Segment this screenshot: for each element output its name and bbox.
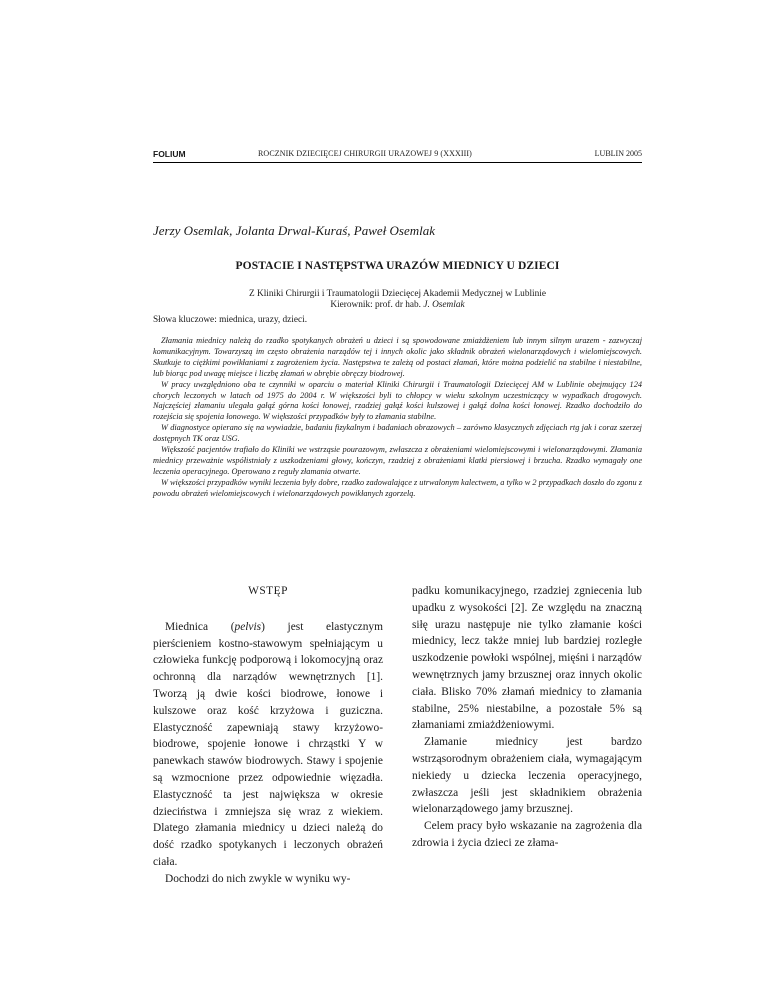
abstract-paragraph: Złamania miednicy należą do rzadko spotykanych obrażeń u dzieci i są spowodowane zmiażdżeniem lub innym silnym urazem - zazwyczaj komunikacyjnym. Towarzyszą im często obrażenia narządów tej i innych okolic jako składnik obrażeń wielonarządowych i wielomiejscowych. Skutkuje to ciężkimi powikłaniami z zagrożeniem życia. Następstwa te zależą od postaci złamań, które można podzielić na stabilne i niestabilne, lub biorąc pod uwagę miejsce i liczbę złamań w obrębie obręczy biodrowej. <box>153 336 642 378</box>
abstract-paragraph: Większość pacjentów trafiało do Kliniki we wstrząsie pourazowym, zwłaszcza z obrażeniami wielomiejscowymi i wielonarządowymi. Złamania miednicy przeważnie współistniały z uszkodzeniami głowy, kończyn, rzadziej z obrażeniami klatki piersiowej i brzucha. Rzadko wymagały one leczenia operacyjnego. Operowano z reguły złamania otwarte. <box>153 445 642 476</box>
right-column <box>412 583 642 852</box>
article-title: POSTACIE I NASTĘPSTWA URAZÓW MIEDNICY U DZIECI <box>235 260 560 272</box>
affiliation-line-2 <box>153 300 642 311</box>
body-paragraph: Celem pracy było wskazanie na zagrożenia dla zdrowia i życia dzieci ze złama- <box>412 820 642 849</box>
left-column <box>153 583 383 888</box>
p1-before: Miednica ( <box>165 620 235 633</box>
abstract-paragraph: W większości przypadków wyniki leczenia były dobre, rzadko zadowalające z utrwalonym kalectwem, a tylko w 2 przypadkach doszło do zgonu z powodu obrażeń wielomiejscowych i wielonarządowych powikłanych zgorzelą. <box>153 477 642 498</box>
body-paragraph: Dochodzi do nich zwykle w wyniku wy- <box>165 872 351 885</box>
section-heading: WSTĘP <box>248 585 288 597</box>
abstract <box>153 336 642 500</box>
folium-label: FOLIUM <box>153 149 186 159</box>
p1-italic: pelvis <box>234 620 262 633</box>
affiliation-head-prefix: Kierownik: prof. dr hab. <box>330 300 424 310</box>
affiliation-head-name: J. Osemlak <box>423 300 465 310</box>
keywords: Słowa kluczowe: miednica, urazy, dzieci. <box>153 315 308 325</box>
authors: Jerzy Osemlak, Jolanta Drwal-Kuraś, Paweł Osemlak <box>153 223 435 238</box>
running-header <box>153 148 642 163</box>
body-paragraph: Złamanie miednicy jest bardzo wstrząsorodnym obrażeniem ciała, wymagającym niekiedy u dziecka leczenia operacyjnego, zwłaszcza jeśli jest składnikiem obrażenia wielonarządowego jamy brzusznej. <box>412 736 642 816</box>
affiliation <box>153 289 642 311</box>
abstract-paragraph: W diagnostyce opierano się na wywiadzie, badaniu fizykalnym i badaniach obrazowych – zarówno klasycznych zdjęciach rtg jak i coraz szerzej dostępnych TK oraz USG. <box>153 423 642 444</box>
p1-after: ) jest elastycznym pierścieniem kostno-stawowym spełniającym u człowieka funkcję podporową i lokomocyjną oraz ochronną dla narządów wewnętrznych [1]. Tworzą ją dwie kości biodrowe, łonowe i kulszowe oraz kość krzyżowa i guziczna. Elastyczność zapewniają stawy krzyżowo-biodrowe, spojenie łonowe i chrząstki Y w panewkach stawów biodrowych. Stawy i spojenie są wzmocnione przez odpowiednie więzadła. Elastyczność ta jest największa w okresie dzieciństwa i zmniejsza się wraz z wiekiem. Dlatego złamania miednicy u dzieci należą do dość rzadko spotykanych i leczonych obrażeń ciała. <box>153 620 383 868</box>
body-paragraph: padku komunikacyjnego, rzadziej zgniecenia lub upadku z wysokości [2]. Ze względu na znaczną siłę urazu następuje nie tylko złamanie kości miednicy, lecz także mniej lub bardziej rozległe uszkodzenie powłoki wspólnej, mięśni i narządów wewnętrznych jamy brzusznej oraz innych okolic ciała. Blisko 70% złamań miednicy to złamania stabilne, 25% niestabilne, a pozostałe 5% są złamaniami zmiażdżeniowymi. <box>412 585 642 732</box>
abstract-paragraph: W pracy uwzględniono oba te czynniki w oparciu o materiał Kliniki Chirurgii i Traumatologii Dziecięcej AM w Lublinie obejmujący 124 chorych leczonych w latach od 1975 do 2004 r. W większości byli to chłopcy w wieku szkolnym uczestniczący w wypadkach drogowych. Najczęściej złamaniu ulegała gałąź górna kości łonowej, rzadziej gałąź kości kulszowej i gałąź dolna kości łonowej. Rzadko dochodziło do rozejścia się spojenia łonowego. W większości przypadków były to złamania stabilne. <box>153 379 642 422</box>
affiliation-line-1: Z Kliniki Chirurgii i Traumatologii Dziecięcej Akademii Medycznej w Lublinie <box>248 289 546 299</box>
body-paragraph <box>153 619 383 871</box>
place-year: LUBLIN 2005 <box>594 149 642 158</box>
journal-name: ROCZNIK DZIECIĘCEJ CHIRURGII URAZOWEJ 9 (XXXIII) <box>258 149 472 158</box>
